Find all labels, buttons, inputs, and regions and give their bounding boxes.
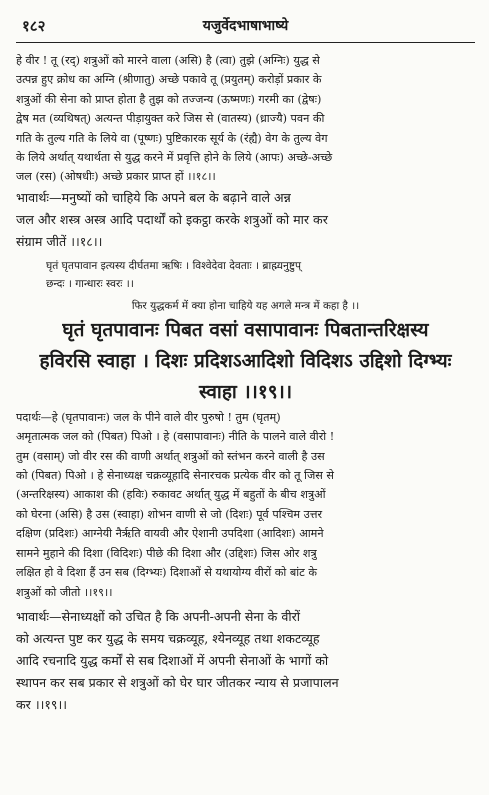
text-line: उत्पन्न हुए क्रोध का अग्नि (श्रीणातु) अच्छे पकावे तू (प्रयुतम्) करोड़ों प्रकार के (16, 73, 322, 87)
mantra-meta (16, 257, 475, 293)
text-line: आदि रचनादि युद्ध कर्मों से सब दिशाओं में अपनी सेनाओं के भागों को (16, 652, 329, 668)
text-line: को घेरना (असि) है उस (स्वाहा) शोभन वाणी से जो (दिशः) पूर्व पश्चिम उत्तर (16, 507, 323, 521)
mantra-intro: फिर युद्धकर्म में क्या होना चाहिये यह अगले मन्त्र में कहा है ।। (131, 299, 360, 312)
padarth-paragraph (16, 408, 475, 602)
text-line: अमृतात्मक जल को (पिबत) पिओ । हे (वसापावानः) नीति के पालने वाले वीरो ! (16, 430, 335, 444)
mantra-line: स्वाहा ।।१९।। (198, 380, 293, 403)
prev-bhavarth-paragraph (16, 187, 475, 253)
text-line: शत्रुओं की सेना को प्राप्त होता है तुझ को तज्जन्य (ऊष्मणः) गरमी का (द्वेषः) (16, 92, 322, 106)
text-line: शत्रुओं को जीतो ।।१९।। (16, 585, 113, 599)
text-line: जल (रस) (ओषधीः) अच्छे प्रकार प्राप्त हों ।।१८।। (16, 170, 216, 184)
header-rule (16, 42, 475, 43)
meta-line: घृतं घृतपावान इत्यस्य दीर्घतमा ऋषिः । विश्वेदेवा देवताः । ब्राह्म्यनुष्टुप् (46, 259, 302, 272)
text-line: भावार्थः—मनुष्यों को चाहिये कि अपने बल के बढ़ाने वाले अन्न (16, 189, 291, 205)
page-header (16, 16, 475, 38)
text-line: को (पिबत) पिओ । हे सेनाध्यक्ष चक्रव्यूहादि सेनारचक प्रत्येक वीर को तू जिस से (16, 469, 334, 483)
text-line: को अत्यन्त पुष्ट कर युद्ध के समय चक्रव्यूह, श्येनव्यूह तथा शकटव्यूह (16, 630, 320, 646)
text-line: जल और शस्त्र अस्त्र आदि पदार्थों को इकट्ठा करके शत्रुओं को मार कर (16, 211, 328, 227)
text-line: हे वीर ! तू (रद्) शत्रुओं को मारने वाला (असि) है (त्वा) तुझे (अग्निः) युद्ध से (16, 54, 320, 67)
text-line: कर ।।१९।। (16, 696, 68, 712)
text-line: सामने मुहाने की दिशा (विदिशः) पीछे की दिशा और (उद्दिशः) जिस ओर शत्रु (16, 546, 317, 560)
page-number: १८२ (22, 17, 46, 35)
text-line: द्वेष मत (व्यथिषत्) अत्यन्त पीड़ायुक्त करे जिस से (वातस्य) (ध्राज्यै) पवन की (16, 112, 325, 126)
text-line: के लिये अर्थात् यथार्थता से युद्ध करने में प्रवृत्ति होने के लिये (आपः) अच्छे-अच्छे (16, 151, 333, 165)
text-line: गति के तुल्य गति के लिये वा (पूष्णः) पुष्टिकारक सूर्य के (रंह्यै) वेग के तुल्य वेग (16, 131, 328, 145)
running-title: यजुर्वेदभाषाभाष्ये (202, 18, 289, 34)
text-line: पदार्थः—हे (घृतपावानः) जल के पीने वाले वीर पुरुषो ! तुम (घृतम्) (16, 410, 281, 424)
mantra-verse (16, 315, 475, 408)
mantra-line: हविरसि स्वाहा । दिशः प्रदिशऽआदिशो विदिशऽ उद्दिशो दिग्भ्यः (39, 349, 452, 372)
prev-padarth-paragraph (16, 51, 475, 187)
text-line: संग्राम जीतें ।।१८।। (16, 233, 103, 249)
text-line: स्थापन कर सब प्रकार से शत्रुओं को घेर घार जीतकर न्याय से प्रजापालन (16, 674, 339, 690)
text-line: तुम (वसाम्) जो वीर रस की वाणी अर्थात् शत्रुओं को स्तंभन करने वाली है उस (16, 449, 325, 463)
text-line: भावार्थः—सेनाध्यक्षों को उचित है कि अपनी-अपनी सेना के वीरों (16, 608, 300, 624)
text-line: लक्षित हो वे दिशा हैं उन सब (दिग्भ्यः) दिशाओं से यथायोग्य वीरों को बांट के (16, 566, 317, 580)
meta-line: छन्दः । गान्धारः स्वरः ।। (46, 277, 134, 290)
mantra-line: घृतं घृतपावानः पिबत वसां वसापावानः पिबतान्तरिक्षस्य (62, 318, 429, 341)
text-line: दक्षिण (प्रदिशः) आग्नेयी नैर्ऋति वायवी और ऐशानी उपदिशा (आदिशः) आमने (16, 527, 324, 541)
bhavarth-paragraph (16, 606, 475, 716)
text-line: (अन्तरिक्षस्य) आकाश की (हविः) रुकावट अर्थात् युद्ध में बहुतों के बीच शत्रुओं (16, 488, 326, 502)
